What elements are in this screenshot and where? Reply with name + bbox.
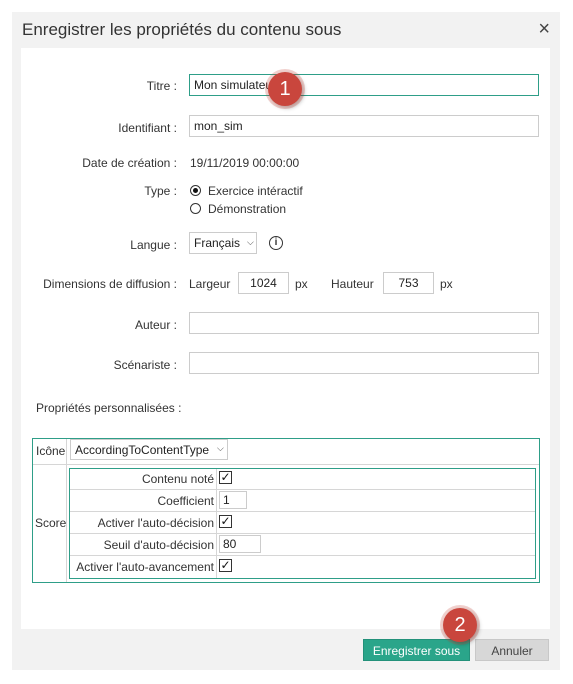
scenariste-label: Scénariste : [113,358,177,372]
date-value: 19/11/2019 00:00:00 [190,156,300,170]
seuil-input[interactable] [219,535,261,553]
hauteur-input[interactable] [383,272,434,294]
annotation-badge-1: 1 [268,72,302,106]
scenariste-input[interactable] [189,352,539,374]
dialog-title: Enregistrer les propriétés du contenu sous [22,20,342,39]
radio-exercice-label: Exercice intéractif [208,184,303,198]
row-divider [70,489,535,490]
activer-auto-avancement-checkbox[interactable]: ✓ [220,558,231,572]
langue-value: Français [194,236,241,250]
titre-input[interactable] [189,74,539,96]
seuil-label: Seuil d'auto-décision [103,538,214,552]
cancel-button[interactable]: Annuler [475,639,549,661]
close-icon[interactable]: × [538,18,550,40]
activer-auto-decision-checkbox[interactable]: ✓ [220,514,231,528]
activer-auto-decision-label: Activer l'auto-décision [97,516,214,530]
save-as-dialog [12,12,560,670]
identifiant-label: Identifiant : [118,121,177,135]
row-divider [70,511,535,512]
titre-label: Titre : [146,79,177,93]
properties-panel [21,48,550,629]
icone-label: Icône [36,444,66,458]
largeur-input[interactable] [238,272,289,294]
date-label: Date de création : [82,156,177,170]
contenu-note-label: Contenu noté [141,472,214,486]
radio-exercice[interactable] [190,185,201,196]
radio-demonstration[interactable] [190,203,201,214]
identifiant-input[interactable] [189,115,539,137]
row-divider [70,555,535,556]
coefficient-label: Coefficient [157,494,214,508]
icone-select[interactable] [70,439,228,460]
hauteur-label: Hauteur [331,277,374,291]
dimensions-label: Dimensions de diffusion : [43,277,177,291]
column-divider [66,439,67,582]
radio-demonstration-label: Démonstration [208,202,287,216]
hauteur-unit: px [440,277,453,291]
icone-value: AccordingToContentType [75,443,210,457]
score-label: Score [35,516,67,530]
contenu-note-checkbox[interactable]: ✓ [220,470,231,484]
info-icon[interactable]: i [269,236,283,250]
column-divider [216,469,217,578]
save-as-button[interactable]: Enregistrer sous [363,639,470,661]
langue-label: Langue : [130,238,177,252]
activer-auto-avancement-label: Activer l'auto-avancement [76,560,214,574]
coefficient-input[interactable] [219,491,247,509]
row-divider [33,464,539,465]
auteur-input[interactable] [189,312,539,334]
type-label: Type : [144,184,177,198]
chevron-down-icon: ⌵ [247,237,254,247]
largeur-unit: px [295,277,308,291]
chevron-down-icon: ⌵ [217,443,224,453]
row-divider [70,533,535,534]
annotation-badge-2: 2 [443,608,477,642]
custom-props-label: Propriétés personnalisées : [36,401,182,415]
auteur-label: Auteur : [134,318,177,332]
largeur-label: Largeur [189,277,231,291]
